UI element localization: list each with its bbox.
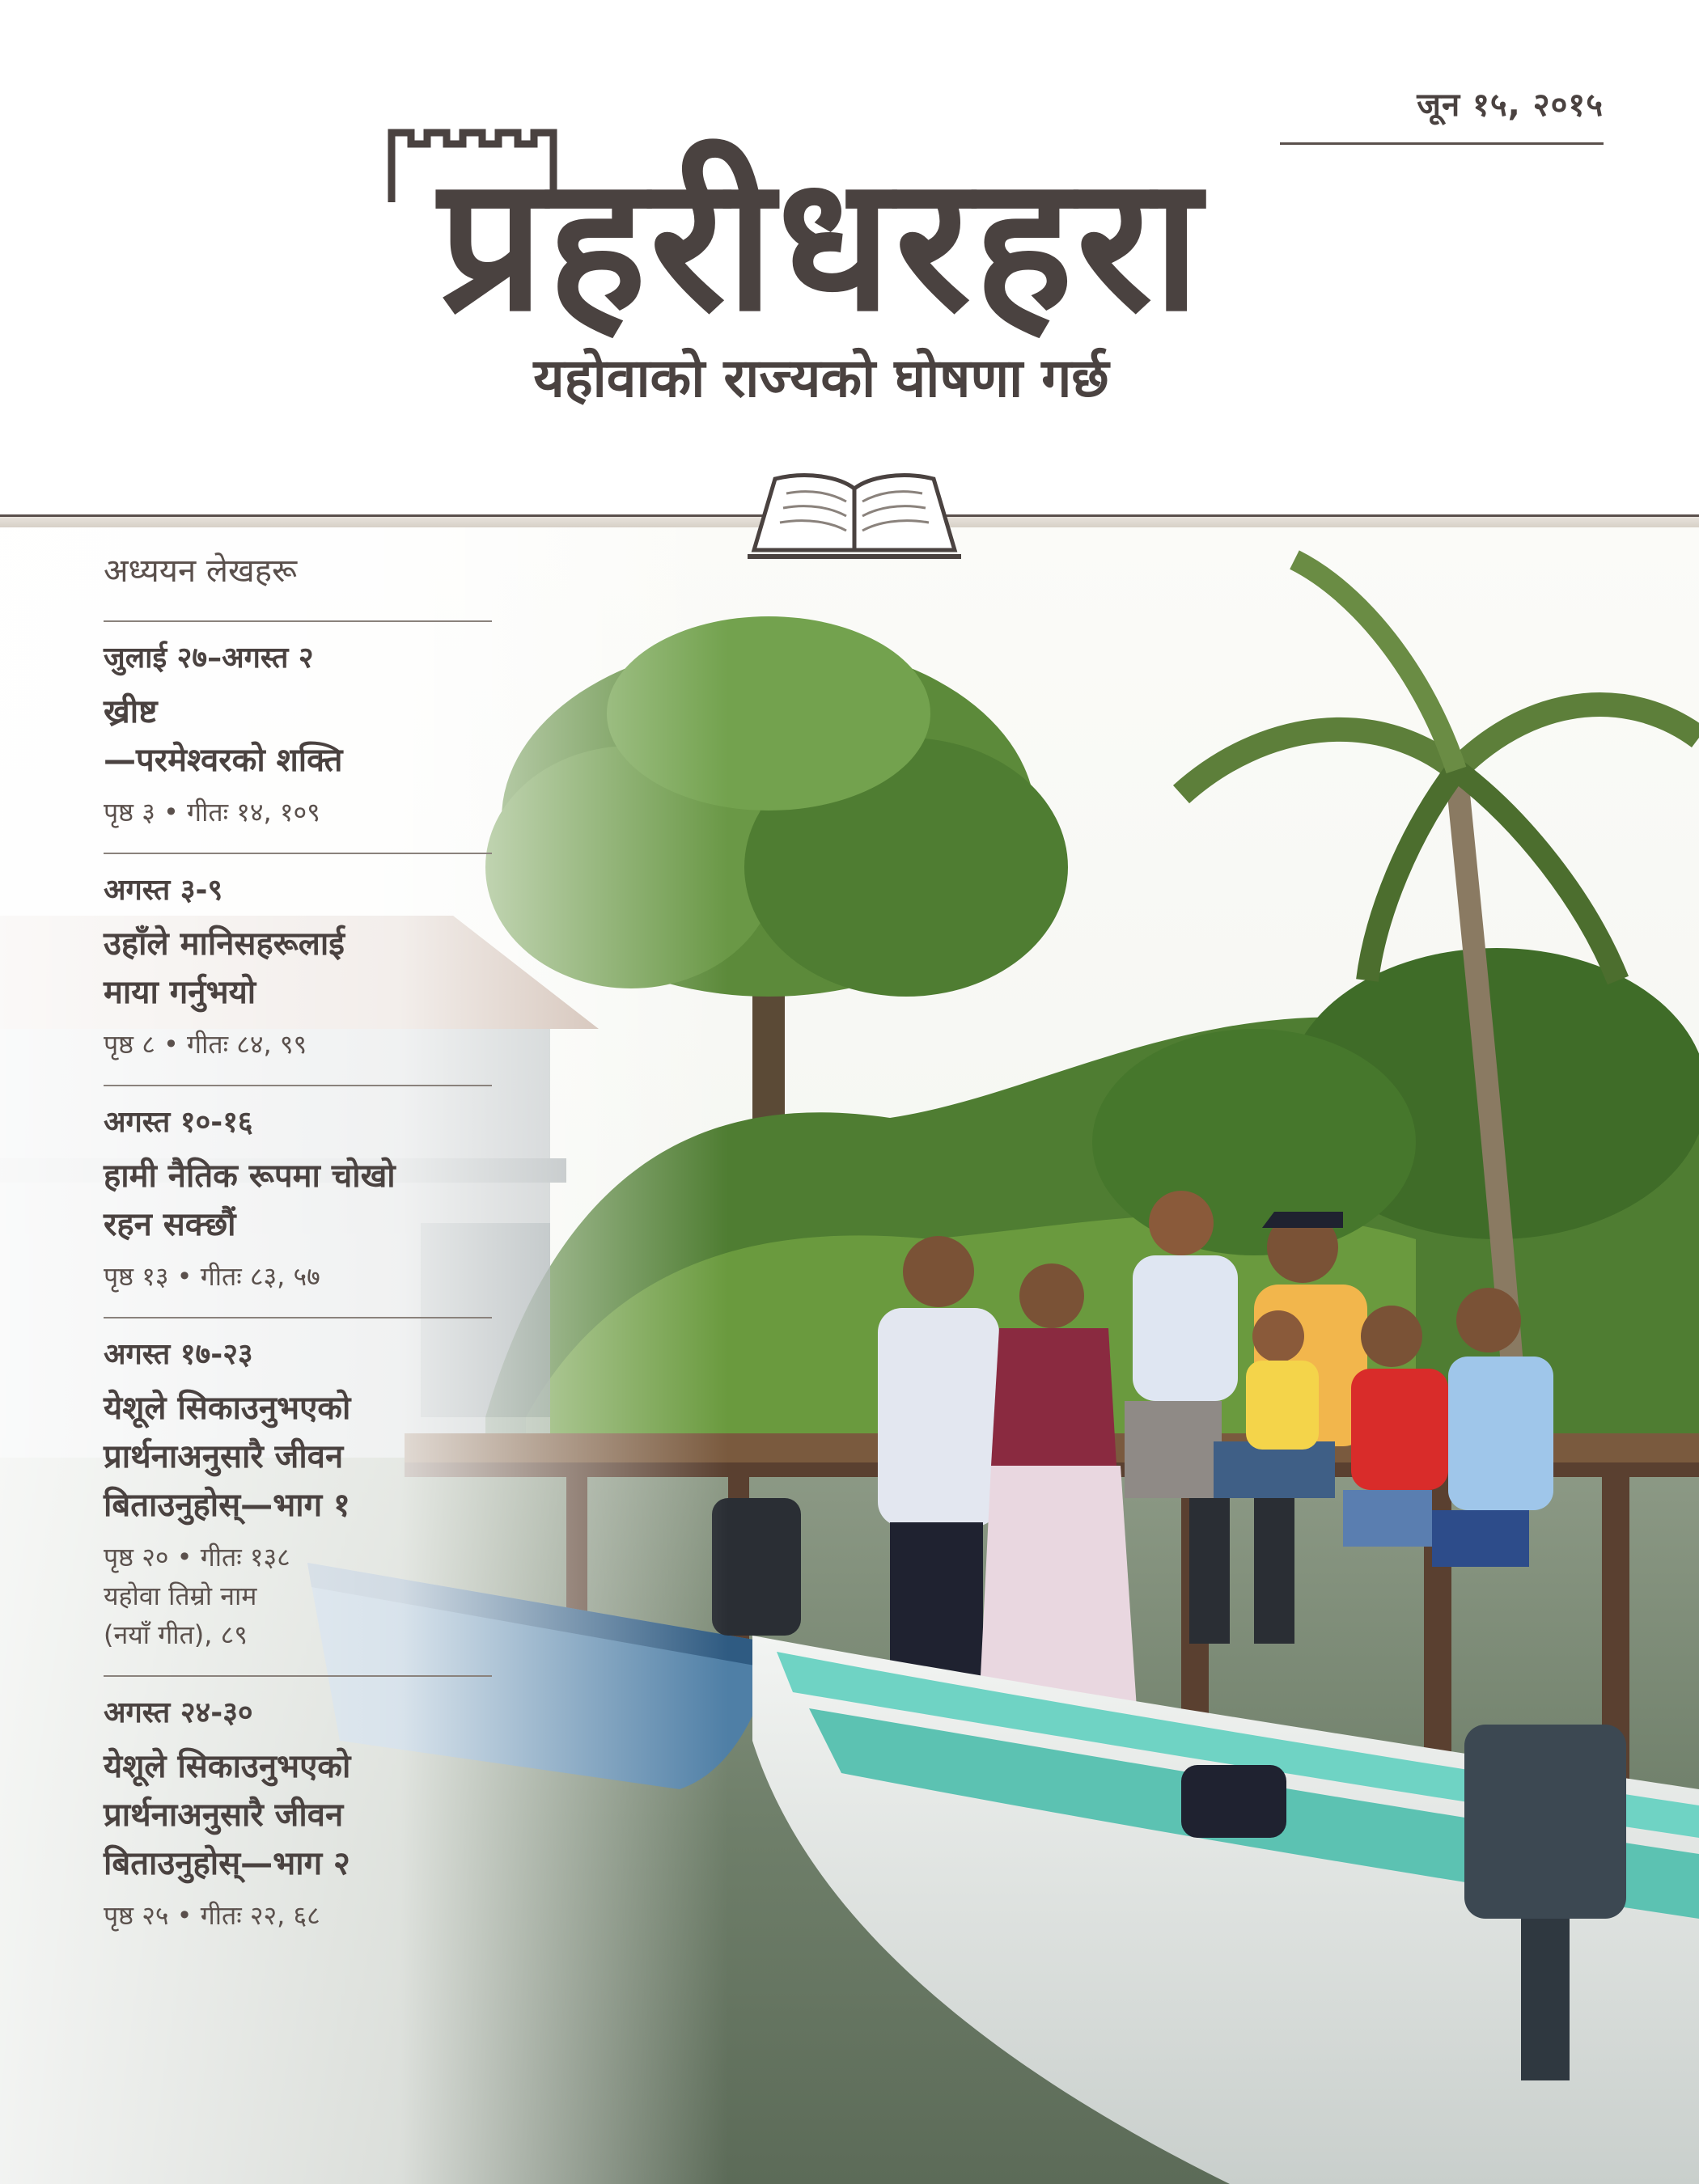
toc-entry[interactable] bbox=[104, 1317, 492, 1675]
masthead-title: प्रहरीधरहरा bbox=[439, 134, 1204, 353]
toc-entry-meta bbox=[104, 793, 492, 832]
toc-title-line: येशूले सिकाउनुभएको bbox=[104, 1748, 351, 1785]
toc-title-line: —परमेश्वरको शक्ति bbox=[104, 742, 343, 779]
toc-entry-title[interactable] bbox=[104, 1384, 492, 1530]
toc-meta-line: पृष्ठ १३ • गीतः ८३, ५७ bbox=[104, 1261, 320, 1292]
toc-meta-line: पृष्ठ ३ • गीतः १४, १०९ bbox=[104, 797, 320, 827]
toc-entry-date: अगस्त २४-३० bbox=[104, 1696, 253, 1729]
toc-entry-date: अगस्त १०-१६ bbox=[104, 1106, 253, 1139]
toc-entry-title[interactable] bbox=[104, 1152, 492, 1249]
toc-title-line: बिताउनुहोस्—भाग २ bbox=[104, 1845, 350, 1882]
table-of-contents bbox=[104, 547, 492, 1956]
toc-entry-title[interactable] bbox=[104, 920, 492, 1017]
toc-entry[interactable] bbox=[104, 620, 492, 853]
toc-entry-date: अगस्त १७-२३ bbox=[104, 1338, 253, 1371]
masthead-header bbox=[0, 0, 1699, 518]
toc-entry[interactable] bbox=[104, 1085, 492, 1317]
masthead-tagline: यहोवाको राज्यको घोषणा गर्छ bbox=[533, 346, 1109, 409]
toc-title-line: ख्रीष्ट bbox=[104, 693, 158, 730]
toc-entry-meta bbox=[104, 1896, 492, 1935]
toc-meta-line: (नयाँ गीत), ८९ bbox=[104, 1619, 248, 1650]
toc-meta-line: यहोवा तिम्रो नाम bbox=[104, 1581, 257, 1611]
toc-title-line: बिताउनुहोस्—भाग १ bbox=[104, 1487, 350, 1524]
toc-entry-title[interactable] bbox=[104, 1742, 492, 1888]
toc-meta-line: पृष्ठ २० • गीतः १३८ bbox=[104, 1542, 290, 1572]
toc-heading: अध्ययन लेखहरू bbox=[104, 552, 298, 590]
toc-entry-meta bbox=[104, 1538, 492, 1654]
toc-entry-meta bbox=[104, 1025, 492, 1064]
toc-title-line: रहन सक्छौं bbox=[104, 1206, 236, 1243]
toc-title-line: उहाँले मानिसहरूलाई bbox=[104, 925, 345, 963]
toc-entry-title[interactable] bbox=[104, 688, 492, 785]
toc-title-line: प्रार्थनाअनुसारै जीवन bbox=[104, 1438, 344, 1475]
toc-entry-date: जुलाई २७–अगस्त २ bbox=[104, 641, 314, 675]
toc-title-line: येशूले सिकाउनुभएको bbox=[104, 1390, 351, 1427]
issue-date: जून १५, २०१५ bbox=[1417, 87, 1604, 124]
toc-entry-date: अगस्त ३-९ bbox=[104, 874, 223, 907]
toc-title-line: हामी नैतिक रूपमा चोखो bbox=[104, 1158, 396, 1195]
toc-entry-meta bbox=[104, 1257, 492, 1296]
toc-entry[interactable] bbox=[104, 1675, 492, 1956]
toc-entry[interactable] bbox=[104, 853, 492, 1085]
toc-title-line: माया गर्नुभयो bbox=[104, 974, 256, 1011]
open-bible-icon bbox=[743, 469, 966, 560]
toc-title-line: प्रार्थनाअनुसारै जीवन bbox=[104, 1797, 344, 1834]
toc-meta-line: पृष्ठ ८ • गीतः ८४, ९९ bbox=[104, 1029, 307, 1060]
toc-meta-line: पृष्ठ २५ • गीतः २२, ६८ bbox=[104, 1900, 320, 1931]
